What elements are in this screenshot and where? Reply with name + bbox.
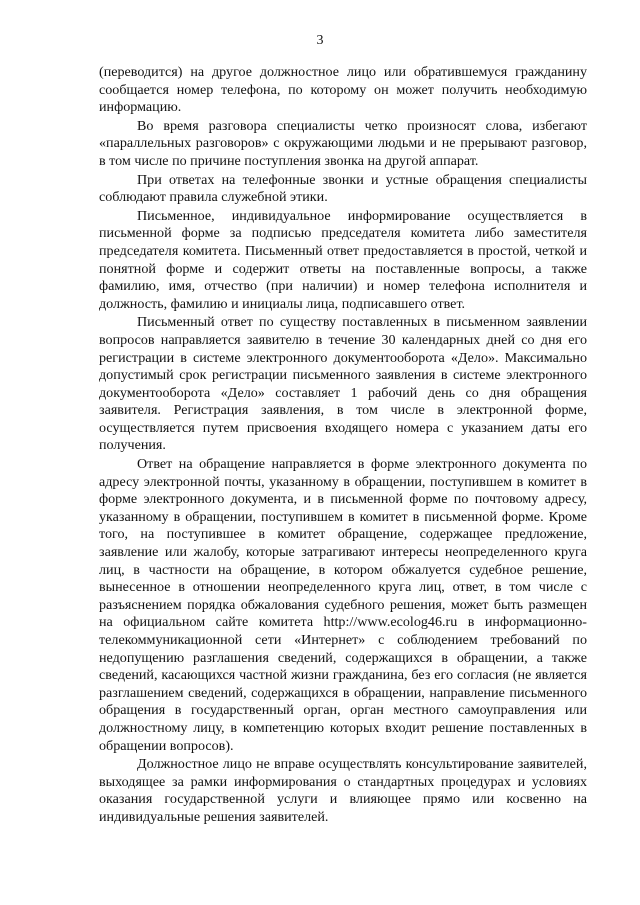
- document-body: [99, 64, 587, 827]
- page-number: 3: [316, 33, 324, 48]
- paragraph-3: При ответах на телефонные звонки и устные обращения специалисты соблюдают правила служебной этики.: [99, 171, 587, 206]
- paragraph-4: Письменное, индивидуальное информирование осуществляется в письменной форме за подписью председателя комитета либо заместителя председателя комитета. Письменный ответ предоставляется в простой, четкой и понятной форме и содержит ответы на поставленные вопросы, а также фамилию, имя, отчество (при наличии) и номер телефона исполнителя и должность, фамилию и инициалы лица, подписавшего ответ.: [99, 207, 587, 312]
- paragraph-1: (переводится) на другое должностное лицо или обратившемуся гражданину сообщается номер телефона, по которому он может получить необходимую информацию.: [99, 64, 587, 116]
- paragraph-6: Ответ на обращение направляется в форме электронного документа по адресу электронной почты, указанному в обращении, поступившем в комитет в форме электронного документа, и в письменной форме по почтовому адресу, указанному в обращении, поступившем в комитет в письменной форме. Кроме того, на поступившее в комитет обращение, содержащее предложение, заявление или жалобу, которые затрагивают интересы неопределенного круга лиц, в частности на обращение, в котором обжалуется судебное решение, вынесенное в отношении неопределенного круга лиц, ответ, в том числе с разъяснением порядка обжалования судебного решения, может быть размещен на официальном сайте комитета http://www.ecolog46.ru в информационно-телекоммуникационной сети «Интернет» с соблюдением требований по недопущению разглашения сведений, содержащихся в обращении, а также сведений, касающихся частной жизни гражданина, без его согласия (не является разглашением сведений, содержащихся в обращении, направление письменного обращения в государственный орган, орган местного самоуправления или должностному лицу, в компетенцию которых входит решение поставленных в обращении вопросов).: [99, 456, 587, 754]
- paragraph-7: Должностное лицо не вправе осуществлять консультирование заявителей, выходящее за рамки информирования о стандартных процедурах и условиях оказания государственной услуги и влияющее прямо или косвенно на индивидуальные решения заявителей.: [99, 756, 587, 825]
- paragraph-2: Во время разговора специалисты четко произносят слова, избегают «параллельных разговоров» с окружающими людьми и не прерывают разговор, в том числе по причине поступления звонка на другой аппарат.: [99, 117, 587, 169]
- paragraph-5: Письменный ответ по существу поставленных в письменном заявлении вопросов направляется заявителю в течение 30 календарных дней со дня его регистрации в системе электронного документооборота «Дело». Максимально допустимый срок регистрации письменного заявления в системе электронного документооборота «Дело» составляет 1 рабочий день со дня обращения заявителя. Регистрация заявления, в том числе в электронной форме, осуществляется путем присвоения входящего номера с указанием даты его получения.: [99, 314, 587, 454]
